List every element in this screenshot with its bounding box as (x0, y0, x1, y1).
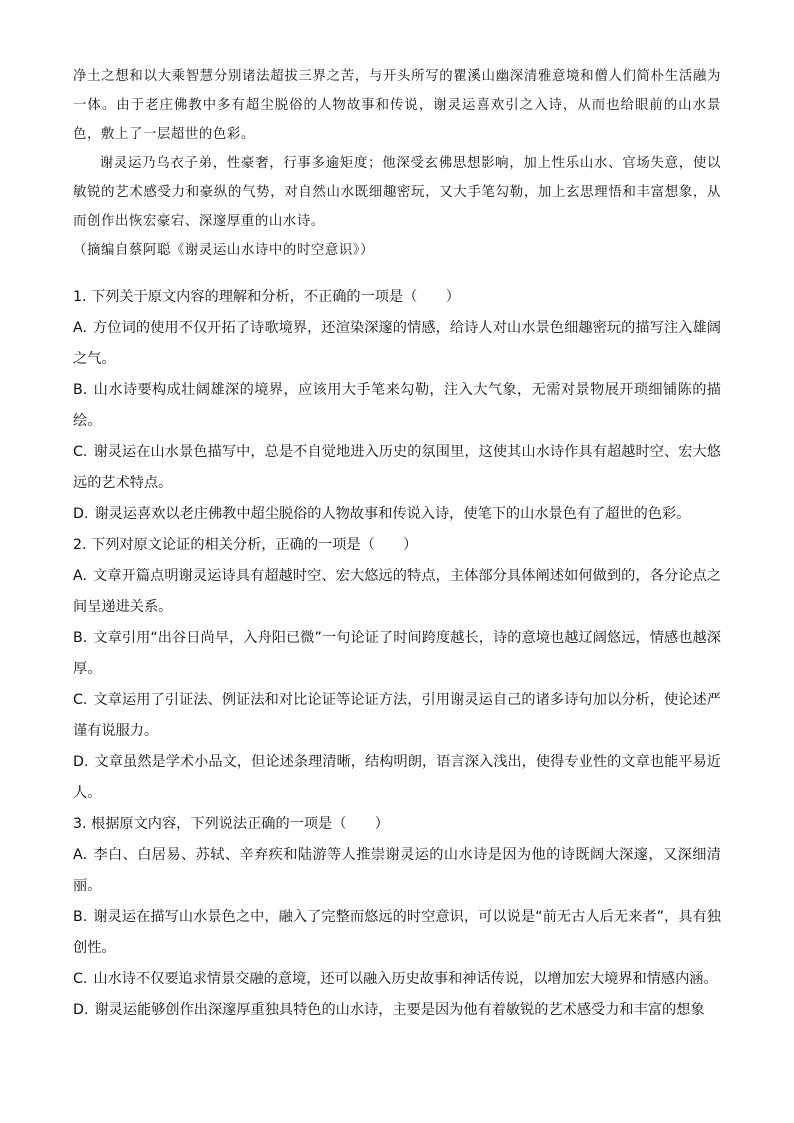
option-letter: D. (73, 1002, 89, 1018)
reading-passage (73, 62, 721, 265)
option-c (73, 437, 721, 499)
option-d (73, 747, 721, 809)
option-a (73, 840, 721, 902)
option-letter: D. (73, 754, 89, 770)
question-stem: 3. 根据原文内容，下列说法正确的一项是（ ） (73, 816, 389, 832)
option-text: 谢灵运在山水景色描写中，总是不自觉地进入历史的氛围里，这使其山水诗作具有超越时空、宏大悠远的艺术特点。 (73, 444, 721, 491)
question-2 (73, 530, 721, 809)
option-text: 谢灵运在描写山水景色之中，融入了完整而悠远的时空意识，可以说是“前无古人后无来者”，具有独创性。 (73, 909, 721, 956)
passage-source: （摘编自蔡阿聪《谢灵运山水诗中的时空意识》） (73, 243, 375, 258)
option-letter: A. (73, 847, 87, 863)
option-a (73, 561, 721, 623)
option-text: 文章开篇点明谢灵运诗具有超越时空、宏大悠远的特点，主体部分具体阐述如何做到的，各分论点之间呈递进关系。 (73, 568, 721, 615)
question-1 (73, 282, 721, 530)
option-d (73, 995, 721, 1026)
option-text: 文章运用了引证法、例证法和对比论证等论证方法，引用谢灵运自己的诸多诗句加以分析，使论述严谨有说服力。 (73, 692, 721, 739)
option-b (73, 902, 721, 964)
passage-paragraph-1: 净土之想和以大乘智慧分别诸法超拔三界之苦，与开头所写的瞿溪山幽深清雅意境和僧人们简朴生活融为一体。由于老庄佛教中多有超尘脱俗的人物故事和传说，谢灵运喜欢引之入诗，从而也给眼前的山水景色，敷上了一层超世的色彩。 (73, 69, 721, 142)
question-stem: 1. 下列关于原文内容的理解和分析，不正确的一项是（ ） (73, 289, 460, 305)
passage-paragraph-2: 谢灵运乃乌衣子弟，性豪奢，行事多逾矩度；他深受玄佛思想影响，加上性乐山水、官场失意，使以敏锐的艺术感受力和豪纵的气势，对自然山水既细趣密玩，又大手笔勾勒，加上玄思理悟和丰富想象，从而创作出恢宏豪宕、深邃厚重的山水诗。 (73, 156, 721, 229)
option-b (73, 623, 721, 685)
option-letter: B. (73, 382, 88, 398)
option-letter: A. (73, 320, 87, 336)
option-letter: C. (73, 971, 88, 987)
option-text: 李白、白居易、苏轼、辛弃疾和陆游等人推崇谢灵运的山水诗是因为他的诗既阔大深邃，又深细清丽。 (73, 847, 721, 894)
question-stem: 2. 下列对原文论证的相关分析，正确的一项是（ ） (73, 537, 418, 553)
option-c (73, 964, 721, 995)
option-text: 谢灵运喜欢以老庄佛教中超尘脱俗的人物故事和传说入诗，使笔下的山水景色有了超世的色彩。 (94, 506, 691, 522)
option-text: 山水诗不仅要追求情景交融的意境，还可以融入历史故事和神话传说，以增加宏大境界和情感内涵。 (93, 971, 718, 987)
option-c (73, 685, 721, 747)
option-d (73, 499, 721, 530)
question-3 (73, 809, 721, 1026)
option-text: 文章虽然是学术小品文，但论述条理清晰，结构明朗，语言深入浅出，使得专业性的文章也能平易近人。 (73, 754, 721, 801)
option-b (73, 375, 721, 437)
option-text: 谢灵运能够创作出深邃厚重独具特色的山水诗，主要是因为他有着敏锐的艺术感受力和丰富的想象 (94, 1002, 705, 1018)
option-text: 方位词的使用不仅开拓了诗歌境界，还渲染深邃的情感，给诗人对山水景色细趣密玩的描写注入雄阔之气。 (73, 320, 721, 367)
option-letter: B. (73, 909, 88, 925)
option-text: 山水诗要构成壮阔雄深的境界，应该用大手笔来勾勒，注入大气象，无需对景物展开琐细铺陈的描绘。 (73, 382, 721, 429)
option-letter: D. (73, 506, 89, 522)
option-letter: A. (73, 568, 87, 584)
option-letter: C. (73, 692, 88, 708)
option-text: 文章引用“出谷日尚早，入舟阳已微”一句论证了时间跨度越长，诗的意境也越辽阔悠远，情感也越深厚。 (73, 630, 721, 677)
questions-section (73, 282, 721, 1026)
option-letter: B. (73, 630, 88, 646)
option-letter: C. (73, 444, 88, 460)
option-a (73, 313, 721, 375)
